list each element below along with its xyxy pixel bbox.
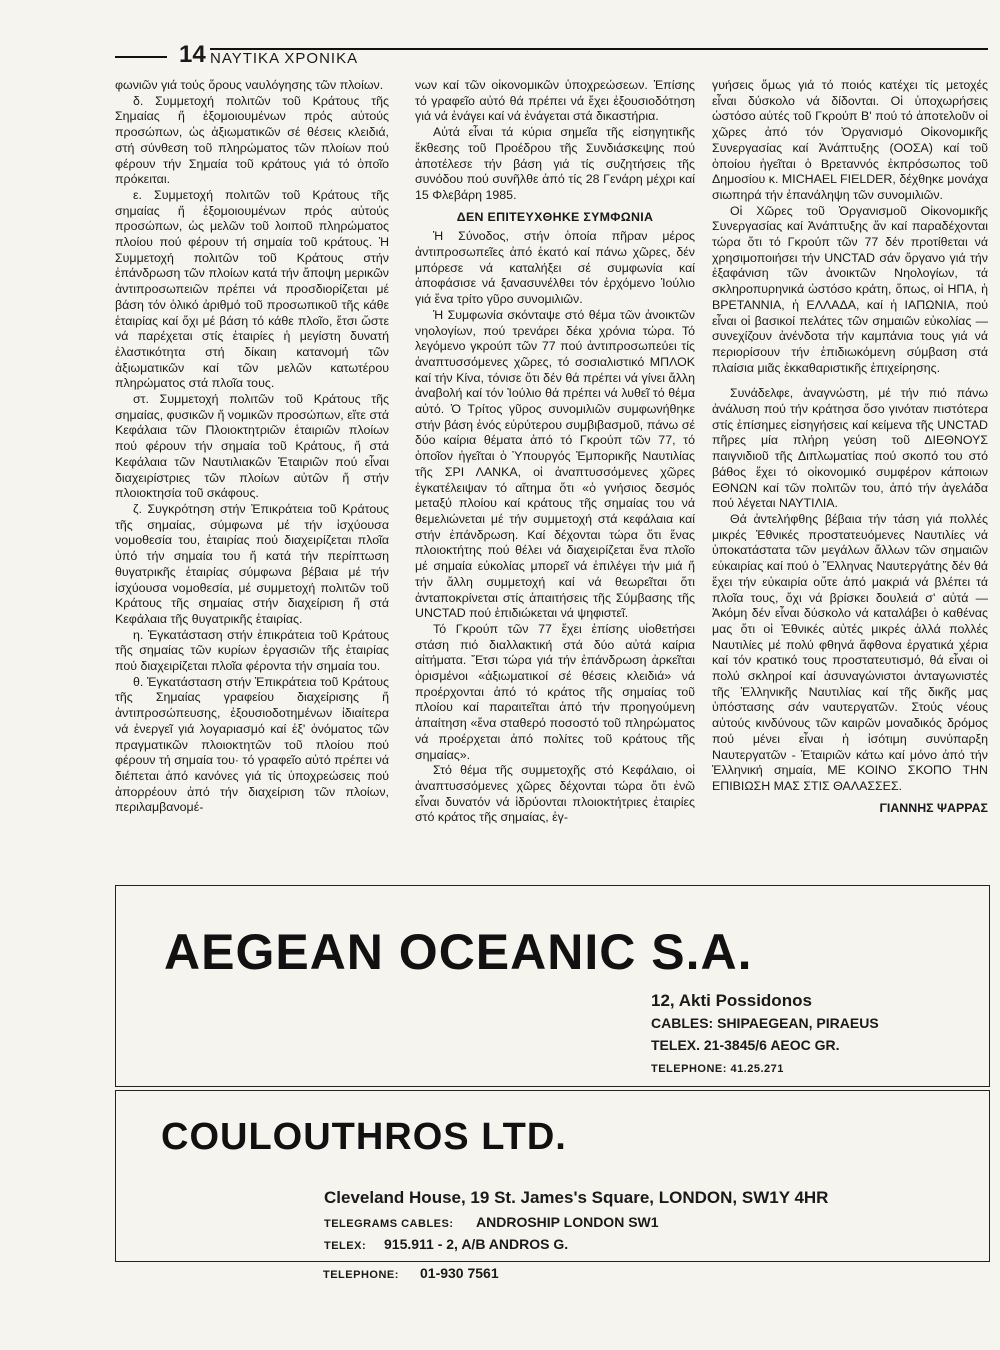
paragraph: Τό Γκρούπ τῶν 77 ἔχει ἐπίσης υἱοθετήσει στάση πιό διαλλακτική στά δύο αὐτά καίρια αἰτήματα. Ἔτσι τώρα γιά τήν ἐπάνδρωση ἀρκεῖται ὁρισμένοι «ἀξιωματικοί σέ θέσεις κλειδιά» νά προέρχονται ἀπό τό κράτος τῆς σημαίας τοῦ πλοίου καί παραιτεῖται ἀπό τήν προηγούμενη ἀπαίτηση «ἕνα σταθερό ποσοστό τοῦ πληρώματος νά προέρχεται ἀπό πολίτες τοῦ κράτους τῆς σημαίας». — [415, 621, 695, 762]
paragraph: Ἡ Συμφωνία σκόνταψε στό θέμα τῶν ἀνοικτῶν νηολογίων, πού τρενάρει δέκα χρόνια τώρα. Τό λεγόμενο γκρούπ τῶν 77 πού ἀντιπροσωπεύει τίς ἀναπτυσσόμενες χῶρες, τό σοσιαλιστικό ΜΠΛΟΚ καί τήν Κίνα, τόνισε ὅτι δέν θά πρέπει νά γίνει ἄλλη ἀναβολή καί τόν Ἰούλιο θά πρέπει νά λυθεῖ τό θέμα αὐτό. Ὁ Τρίτος γῦρος συνομιλιῶν συμφωνήθηκε στήν βάση ἑνός εὐρύτερου συμβιβασμοῦ, πάνω σέ δύο καίρια θέματα ἀπό τό Γκρούπ τῶν 77, τό ὁποῖον ἡγεῖται ὁ Ὑπουργός Ἐμπορικῆς Ναυτιλίας τῆς ΣΡΙ ΛΑΝΚΑ, οἱ ἀναπτυσσόμενες χῶρες ἐγκατέλειψαν τό αἴτημα ὅτι «ὁ γνήσιος δεσμός μεταξύ πλοίου καί κράτους τῆς σημαίας του νά θεμελιώνεται μέ τήν συμμετοχή στά κεφάλαια καί στήν ἐπάνδρωση. Καί δέχονται τώρα ὅτι ἕνας πλοιοκτήτης πού θέλει νά διαχειρίζεται ἕνα πλοῖο μέ σημαία εὐκολίας μπορεῖ νά ἐπιλέγει τήν μιά ἤ τήν ἄλλη συμμετοχή καί νά θεωρεῖται ὅτι ἀνταποκρίνεται στίς ἀπαιτήσεις τῆς Σύμβασης τῆς UNCTAD πού ἐπιδιώκεται νά ψηφιστεῖ. — [415, 307, 695, 621]
paragraph: Θά ἀντελήφθης βέβαια τήν τάση γιά πολλές μικρές Ἐθνικές προστατευόμενες Ναυτιλίες νά ὑποκατάστατα τῶν μεγάλων ἄλλων τῶν σημαιῶν εὐκαιρίας καί πού ὁ Ἕλληνας Ναυτεργάτης δέν θά ἔχει τήν εὐκαιρία οὔτε ἀπό μακριά νά βλέπει τά πλοῖα τους, ὄχι νά βρίσκει δουλειά σ' αὐτά — Ἀκόμη δέν εἶναι δύσκολο νά καταλάβει ὁ καθένας μας ὅτι οἱ Ἐθνικές αὐτές μικρές ἀλλά πολλές Ναυτιλίες μέ πολύ φθηνά ἄφθονα ἐργατικά χέρια καί τόν κρατικό τους προστατευτισμό, θά εἶναι οἱ πολύ σκληροί καί ἀσυναγώνιστοι ἀνταγωνιστές τῆς Ἑλληνικῆς Ναυτιλίας καί τῆς δικῆς μας ὑπόστασης σάν ναυτεργατῶν. Στούς νέους αὐτούς κινδύνους τῶν καιρῶν μοναδικός δρόμος πού μένει εἶναι ἡ ἰσότιμη συνύπαρξη Ναυτεργατῶν - Ἑταιριῶν κάτω καί μόνο ἀπό τήν Ἑλληνική σημαία, ΜΕ ΚΟΙΝΟ ΣΚΟΠΟ ΤΗΝ ΕΠΙΒΙΩΣΗ ΜΑΣ ΣΤΙΣ ΘΑΛΑΣΣΕΣ. — [712, 511, 988, 793]
company-address: 12, Akti Possidonos — [651, 991, 812, 1010]
paragraph: στ. Συμμετοχή πολιτῶν τοῦ Κράτους τῆς σημαίας, φυσικῶν ἤ νομικῶν προσώπων, εἴτε στά Κεφάλαια τῶν Πλοιοκτητριῶν ἑταιριῶν πλοίων πού φέρουν τήν σημαία τοῦ Κράτους, ἤ στά Κεφάλαια τῶν Ναυτιλιακῶν Ἑταιριῶν πού εἶναι διαχειρίστριες τῶν πλοίων αὐτῶν ἤ στήν πλοιοκτησία τοῦ σκάφους. — [115, 392, 389, 501]
company-telephone: TELEPHONE: 41.25.271 — [651, 1063, 784, 1075]
company-name: AEGEAN OCEANIC S.A. — [164, 924, 753, 980]
article-column-2 — [415, 78, 695, 826]
paragraph: Συνάδελφε, ἀναγνώστη, μέ τήν πιό πάνω ἀνάλυση πού τήν κράτησα ὅσο γινόταν πιστότερα στίς ἐπίσημες εἰσηγήσεις καί κείμενα τῆς UNCTAD πῆρες μία πλήρη γεύση τοῦ ΔΙΕΘΝΟΥΣ παιγνιδιοῦ τῆς Διπλωματίας πού σκοπό του στό βάθος ἔχει τό οἰκονομικό συμφέρον κάποιων ΕΘΝΩΝ καί τῶν πολιτῶν του, ἀπό τήν ἀγελάδα πού λέγεται ΝΑΥΤΙΛΙΑ. — [712, 386, 988, 511]
advertisement-aegean-oceanic — [115, 885, 990, 1087]
paragraph: νων καί τῶν οἰκονομικῶν ὑποχρεώσεων. Ἐπίσης τό γραφεῖο αὐτό θά πρέπει νά ἔχει ἐξουσιοδότηση γιά νά ἐνάγει καί νά ἐνάγεται στά δικαστήρια. — [415, 78, 695, 124]
telephone-value: 01-930 7561 — [420, 1265, 499, 1281]
paragraph: Οἱ Χῶρες τοῦ Ὀργανισμοῦ Οἰκονομικῆς Συνεργασίας καί Ἀνάπτυξης ἄν καί παραδέχονται τώρα ὅτι τό Γκρούπ τῶν 77 δέν προτίθεται νά χρησιμοποιήσει τήν UNCTAD σάν ὄργανο γιά τήν ἐξαφάνιση τῶν ἀνοικτῶν Νηολογίων, τά σκληροπυρηνικά ὡστόσο κράτη, ὅπως, οἱ ΗΠΑ, ἡ ΒΡΕΤΑΝΝΙΑ, ἡ ΕΛΛΑΔΑ, καί ἡ ΙΑΠΩΝΙΑ, πού εἶναι οἱ βασικοί πελάτες τῶν σημαιῶν εὐκολίας — συνεχίζουν ἀνένδοτα τήν καμπάνια τους γιά νά περιορίσουν τήν ἐπιδιωκόμενη σύμβαση στά πλαίσια μιᾶς ἐκκαθαριστικῆς ἐπιχείρησης. — [712, 203, 988, 375]
article-column-3 — [712, 78, 988, 816]
paragraph: ζ. Συγκρότηση στήν Ἐπικράτεια τοῦ Κράτους τῆς σημαίας, σύμφωνα μέ τήν ἰσχύουσα νομοθεσία του, ἑταιρίας πού διαχειρίζεται πλοῖα ὑπό τήν σημαία του ἤ κατά τήν περίπτωση θυγατρικῆς ἑταιρίας σύμφωνα βέβαια μέ τήν ἰσχύουσα νομοθεσία, μέ συμμετοχή πολιτῶν τοῦ Κράτους τῆς σημαίας στήν διαχείριση ἤ στά Κεφάλαια τῆς θυγατρικῆς ἑταιρίας. — [115, 501, 389, 626]
page-number: 14 — [179, 41, 206, 68]
paragraph: φωνιῶν γιά τούς ὅρους ναυλόγησης τῶν πλοίων. — [115, 78, 384, 92]
article-column-1 — [115, 78, 389, 816]
paragraph: Αὐτά εἶναι τά κύρια σημεῖα τῆς εἰσηγητικῆς ἔκθεσης τοῦ Προέδρου τῆς Συνδιάσκεψης πού ἀποτέλεσε τήν βάση γιά τίς συζητήσεις τῆς συνόδου πού συνῆλθε ἀπό τίς 28 Γενάρη μέχρι καί 15 Φλεβάρη 1985. — [415, 125, 695, 202]
section-heading: ΔΕΝ ΕΠΙΤΕΥΧΘΗΚΕ ΣΥΜΦΩΝΙΑ — [456, 209, 654, 224]
company-name: COULOUTHROS LTD. — [161, 1116, 567, 1158]
advertisement-coulouthros — [115, 1090, 990, 1262]
paragraph: Στό θέμα τῆς συμμετοχῆς στό Κεφάλαιο, οἱ ἀναπτυσσόμενες χῶρες δέχονται τώρα ὅτι ἐνῶ εἶναι δυνατόν νά ἱδρύονται πλοιοκτήτριες ἑταιρίες στό κράτος τῆς σημαίας, ἐγ- — [415, 763, 695, 825]
company-cables: CABLES: SHIPAEGEAN, PIRAEUS — [651, 1015, 879, 1031]
telex-value: 915.911 - 2, A/B ANDROS G. — [384, 1236, 569, 1252]
page-header — [115, 42, 990, 72]
telephone-label: TELEPHONE: — [323, 1269, 399, 1281]
telegrams-value: ANDROSHIP LONDON SW1 — [476, 1214, 659, 1230]
author-signature: ΓΙΑΝΝΗΣ ΨΑΡΡΑΣ — [879, 800, 988, 815]
paragraph: δ. Συμμετοχή πολιτῶν τοῦ Κράτους τῆς Σημαίας ἤ ἐξομοιουμένων πρός αὐτούς προσώπων, ὡς ἀξιωματικῶν σέ θέσεις κλειδιά, στή σύνθεση τοῦ πληρώματος τῶν πλοίων πού φέρουν τήν Σημαία τοῦ κράτους γιά τό ὁποῖο πρόκειται. — [115, 93, 389, 187]
telegrams-label: TELEGRAMS CABLES: — [324, 1218, 454, 1230]
paragraph: γυήσεις ὅμως γιά τό ποιός κατέχει τίς μετοχές εἶναι δύσκολο νά δίδονται. Οἱ ὑποχωρήσεις ὡστόσο αὐτές τοῦ Γκρούπ Β' πού τό ἀποτελοῦν οἱ χῶρες ἀπό τόν Ὀργανισμό Οἰκονομικῆς Συνεργασίας καί Ἀνάπτυξης (ΟΟΣΑ) καί τοῦ ὁποίου ἡγεῖται ὁ Βρεταννός ἐκπρόσωπος τοῦ Δημοσίου κ. MICHAEL FIELDER, δέχθηκε μονάχα σιωπηρά τήν ἐπανάληψη τῶν συνομιλιῶν. — [712, 78, 988, 202]
paragraph: θ. Ἐγκατάσταση στήν Ἐπικράτεια τοῦ Κράτους τῆς Σημαίας γραφείου διαχείρισης ἤ ἀντιπροσώπευσης, ἐξουσιοδοτημένων ἰδιαίτερα νά ἐνεργεῖ γιά λογαριασμό καί ἐξ' ὀνόματος τῶν πραγματικῶν πλοιοκτητῶν τοῦ πλοίου πού φέρουν τή σημαία του· τό γραφεῖο αὐτό πρέπει νά διέπεται ἀπό κανόνες γιά τίς ὑποχρεώσεις πού ἀπορρέουν ἀπό τήν διαχείριση τῶν πλοίων, περιλαμβανομέ- — [115, 674, 389, 815]
telex-label: TELEX: — [324, 1240, 367, 1252]
paragraph: Ἡ Σύνοδος, στήν ὁποία πῆραν μέρος ἀντιπροσωπεῖες ἀπό ἑκατό καί πάνω χῶρες, δέν μπόρεσε νά καταλήξει σέ συμφωνία καί ἀποφάσισε νά ξανασυνέλθει τόν ἐρχόμενο Ἰούλιο γιά ἕνα τρίτο γῦρο συνομιλιῶν. — [415, 229, 695, 307]
paragraph: ε. Συμμετοχή πολιτῶν τοῦ Κράτους τῆς σημαίας ἤ ἐξομοιουμένων πρός αὐτούς προσώπων, ὡς μελῶν τοῦ λοιποῦ πληρώματος πλοίου πού φέρουν τή σημαία τοῦ κράτους. Ἡ Συμμετοχή πολιτῶν τοῦ Κράτους στήν ἐπάνδρωση τῶν πλοίων κατά τήν ἄποψη μερικῶν ἀντιπροσωπειῶν πρέπει νά προσδιορίζεται μέ βάση τόν ὁλικό ἀριθμό τοῦ προσωπικοῦ τῆς κάθε ἑταιρίας καί ὄχι μέ βάση τό κάθε πλοῖο, ἔτσι ὥστε νά παρέχεται στίς ἑταιρίες ἡ μεγίστη δυνατή ἐλαστικότητα στή δίκαιη κατανομή τῶν ἀξιωματικῶν καί τῶν μελῶν κατωτέρου πληρώματος στά πλοῖα τους. — [115, 187, 389, 391]
publication-title: ΝΑΥΤΙΚΑ ΧΡΟΝΙΚΑ — [210, 50, 359, 67]
paragraph: η. Ἐγκατάσταση στήν ἐπικράτεια τοῦ Κράτους τῆς σημαίας τῶν κυρίων ἐργασιῶν τῆς ἑταιρίας πού διαχειρίζεται πλοῖα φέροντα τήν σημαία του. — [115, 627, 389, 674]
company-address: Cleveland House, 19 St. James's Square, LONDON, SW1Y 4HR — [324, 1188, 829, 1207]
company-telex: TELEX. 21-3845/6 AEOC GR. — [651, 1037, 840, 1053]
header-rule-left — [115, 56, 167, 58]
